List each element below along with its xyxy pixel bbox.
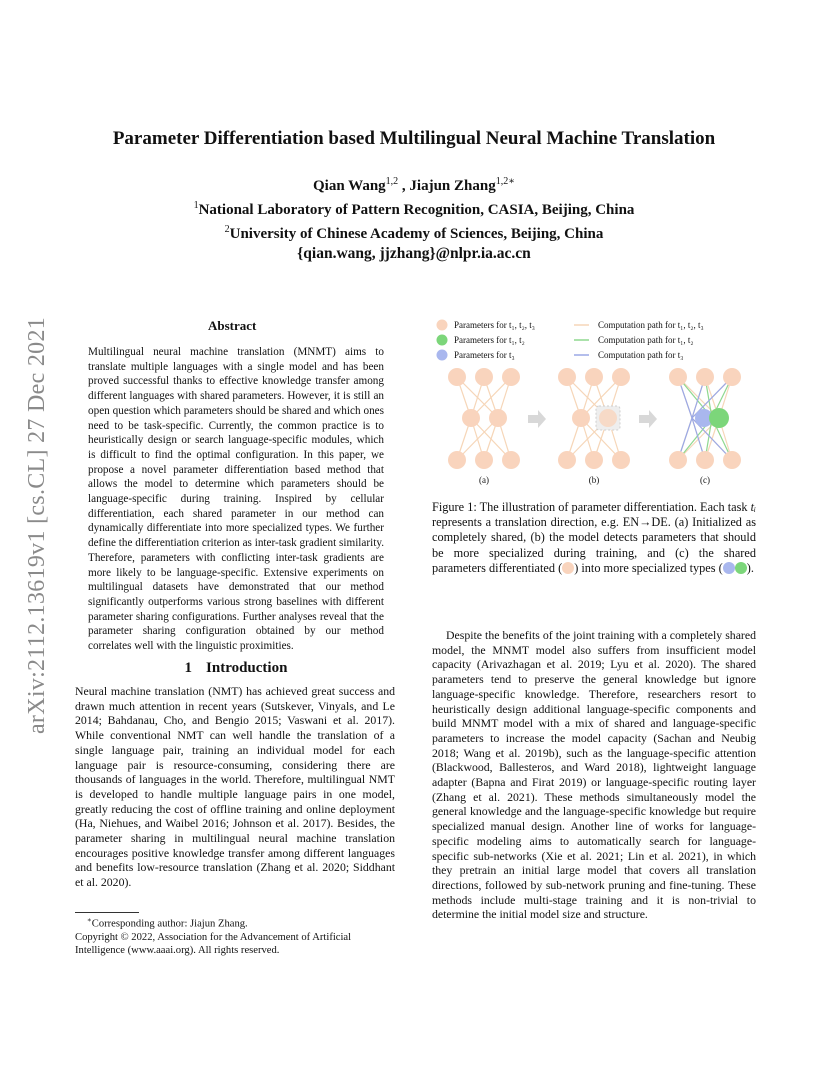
caption-green-dot [735,562,747,574]
affiliation-2 [0,220,828,244]
network-node [669,451,687,469]
network-node [585,451,603,469]
figure-label-c: (c) [700,475,710,485]
footnote-corresponding [75,914,395,931]
network-node [489,409,507,427]
author-separator: , [398,178,410,194]
stage-arrow-1 [528,410,546,428]
affiliation-2-mark: 2 [224,224,230,235]
paper-title: Parameter Differentiation based Multilingual Neural Machine Translation [112,128,716,149]
abstract-text: Multilingual neural machine translation (MNMT) aims to translate multiple languages with a single model and has been proved successful thanks to effective knowledge transfer among different languages with shared parameters. However, it is still an open question which parameters should be shared and which ones need to be task-specific. Currently, the common practice is to heuristically design or search language-specific modules, which is difficult to find the optimal configuration. In this paper, we propose a novel parameter differentiation based method that allows the model to determine which parameters should be language-specific during training. Inspired by cellular differentiation, each shared parameter in our method can dynamically differentiate into more specialized types. We further define the differentiation criterion as inter-task gradient similarity. Therefore, parameters with conflicting inter-task gradients are more likely to be language-specific. Extensive experiments on multilingual datasets have demonstrated that our method significantly outperforms various strong baselines with different parameter sharing configurations. Further analyses reveal that the parameter sharing configuration obtained by our method correlates well with the linguistic proximities. [88,346,384,653]
network-node [462,409,480,427]
author-1: Qian Wang [312,178,386,194]
legend-path-12: Computation path for t₁, t₂ [598,335,694,345]
network-c [669,368,741,469]
network-node [723,368,741,386]
section-number: 1 [184,660,193,676]
network-node [475,451,493,469]
arxiv-id-text: arXiv:2112.13619v1 [cs.CL] 27 Dec 2021 [24,316,51,734]
network-node [585,368,603,386]
legend-path-3: Computation path for t₃ [598,350,684,360]
caption-blue-dot [723,562,735,574]
network-node [669,368,687,386]
affiliation-1-mark: 1 [193,200,199,211]
network-node-detected [599,409,617,427]
right-column-paragraph [432,628,756,922]
section-heading-introduction [76,660,396,677]
figure-1-caption [432,500,756,576]
legend-path-123: Computation path for t₁, t₂, t₃ [598,320,704,330]
network-node [723,451,741,469]
figure-1-diagram [434,310,754,495]
section-title: Introduction [206,660,288,676]
network-node [558,368,576,386]
caption-shared-dot [562,562,574,574]
network-node [696,368,714,386]
author-block [0,172,828,264]
figure-label-b: (b) [588,475,600,485]
network-node-green [709,408,729,428]
footnote-corresponding-text: Corresponding author: Jiajun Zhang. [91,918,248,930]
affiliation-1 [0,196,828,220]
network-node [502,451,520,469]
network-node [448,368,466,386]
legend-shared-dot [437,320,448,331]
introduction-paragraph: Neural machine translation (NMT) has achieved great success and drawn much attention in recent years (Sutskever, Vinyals, and Le 2014; Bahdanau, Cho, and Bengio 2015; Vaswani et al. 2017). While conventional NMT can well handle the translation of a single language pair, training an individual model for each language pair is resource-consuming, considering there are thousands of languages in the world. Therefore, multilingual NMT is developed to handle multiple language pairs in one model, greatly reducing the cost of offline training and online deployment (Ha, Niehues, and Waibel 2016; Johnson et al. 2017). Besides, the parameter sharing in multilingual neural machine translation encourages positive knowledge transfer among different languages and benefits low-resource translation (Zhang et al. 2020; Siddhant et al. 2020). [75,684,395,890]
stage-arrow-2 [639,410,657,428]
abstract-heading: Abstract [208,318,257,333]
network-a [448,368,520,469]
affiliation-1-text: National Laboratory of Pattern Recognition, CASIA, Beijing, China [198,202,635,218]
caption-part-2: represents a translation direction, e.g. EN→DE. (a) Initialized as completely shared, (b) the model detects parameters that should be more specialized during training, and (c) the shared parameters differentiated ( [432,515,756,575]
caption-task-symbol: tᵢ [750,500,756,514]
network-node [612,368,630,386]
network-node [612,451,630,469]
arxiv-identifier [18,290,58,760]
legend-params-12: Parameters for t₁, t₂ [454,335,525,345]
caption-part-1: Figure 1: The illustration of parameter differentiation. Each task [432,500,751,514]
network-node [448,451,466,469]
legend-blue-dot [437,350,448,361]
network-node [572,409,590,427]
network-node [475,368,493,386]
network-node [558,451,576,469]
caption-part-4: ). [746,560,754,575]
network-node [502,368,520,386]
affiliation-2-text: University of Chinese Academy of Sciences, Beijing, China [229,226,604,242]
network-b [558,368,630,469]
legend-green-dot [437,335,448,346]
figure-label-a: (a) [479,475,489,485]
footnote-mark: ∗ [87,916,92,924]
footnote-copyright: Copyright © 2022, Association for the Advancement of Artificial Intelligence (www.aaai.org). All rights reserved. [75,931,352,957]
author-2-affil: 1,2∗ [495,176,515,187]
figure-legend [437,320,704,361]
legend-params-3: Parameters for t₃ [454,350,515,360]
author-2: Jiajun Zhang [409,178,496,194]
footnote-divider [75,912,139,913]
paragraph-despite: Despite the benefits of the joint training with a completely shared model, the MNMT model also suffers from insufficient model capacity (Arivazhagan et al. 2019; Lyu et al. 2020). The shared parameters tend to preserve the general knowledge but ignore language-specific knowledge. Therefore, researchers resort to heuristically design additional language-specific components and build MNMT model with a mix of shared and language-specific parameters to increase the model capacity (Sachan and Neubig 2018; Wang et al. 2019b), such as the language-specific attention (Blackwood, Ballesteros, and Ward 2018), lightweight language adapter (Bapna and Firat 2019) or language-specific routing layer (Zhang et al. 2021). These methods simultaneously model the general knowledge and the language-specific knowledge but require specialized manual design. Another line of works for language-specific modeling aims to automatically search for language-specific sub-networks (Xie et al. 2021; Lin et al. 2021), in which they pretrain an initial large model that covers all translation directions, followed by sub-network pruning and fine-tuning. These methods include multi-stage training and it is non-trivial to determine the initial model size and structure. [432,628,756,922]
caption-part-3: ) into more specialized types ( [574,560,723,575]
author-1-affil: 1,2 [385,176,399,187]
legend-params-123: Parameters for t₁, t₂, t₃ [454,320,535,330]
network-node [696,451,714,469]
footnote [75,914,395,958]
author-line [0,172,828,196]
author-email: {qian.wang, jjzhang}@nlpr.ia.ac.cn [297,245,531,262]
